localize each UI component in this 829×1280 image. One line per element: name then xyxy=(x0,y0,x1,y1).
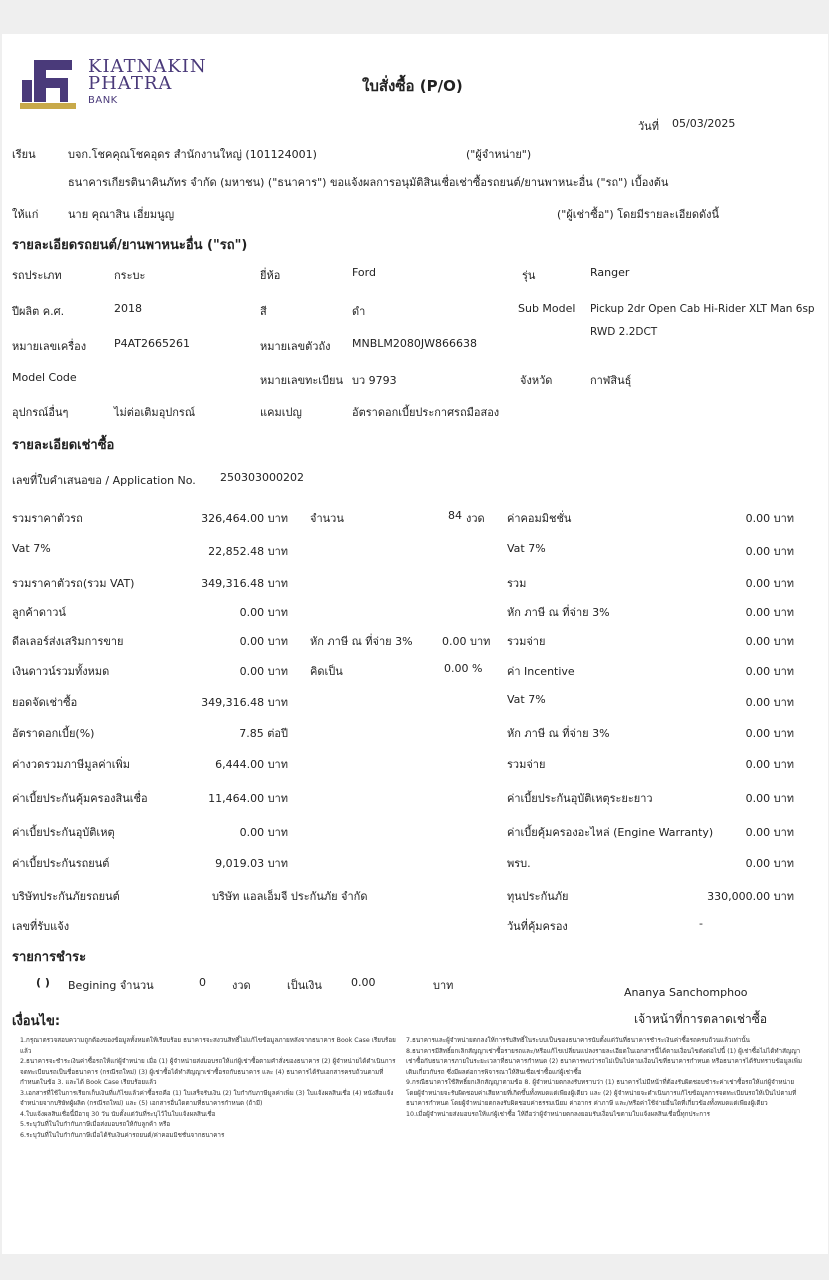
mid-tax-label: หัก ภาษี ณ ที่จ่าย 3% xyxy=(310,635,413,648)
lease-right-label: ทุนประกันภัย xyxy=(507,890,569,903)
car-plate-value: บว 9793 xyxy=(352,374,397,387)
bank-logo-text xyxy=(88,58,207,109)
payment-amount-label: เป็นเงิน xyxy=(287,979,322,992)
car-type-value: กระบะ xyxy=(114,269,146,282)
lease-right-label: หัก ภาษี ณ ที่จ่าย 3% xyxy=(507,727,610,740)
lease-section-title: รายละเอียดเช่าซื้อ xyxy=(12,438,115,453)
lease-right-value: 0.00 บาท xyxy=(745,606,794,619)
car-campaign-value: อัตราดอกเบี้ยประกาศรถมือสอง xyxy=(352,406,500,419)
date-label: วันที่ xyxy=(638,120,659,133)
condition-item: 2.ธนาคารจะชำระเงินค่าซื้อรถให้แก่ผู้จำหน่าย เมื่อ (1) ผู้จำหน่ายส่งมอบรถให้แก่ผู้เช่าซื้อตามคำสั่งของธนาคาร (2) ผู้จำหน่ายได้ดำเนินการจดทะเบียนรถเป็นชื่อธนาคาร (กรณีรถใหม่) (3) ผู้เช่าซื้อได้ทำสัญญาเช่าซื้อรถกับธนาคาร และ (4) ธนาคารได้รับเอกสารครบถ้วนตามที่กำหนดในข้อ 3. และได้ Book Case เรียบร้อยแล้ว xyxy=(20,1058,396,1086)
term-unit: งวด xyxy=(466,512,485,525)
car-color-label: สี xyxy=(260,305,267,318)
lease-right-value: 0.00 บาท xyxy=(745,727,794,740)
condition-item: 6.ระบุวันที่ในใบกำกับภาษีเมื่อได้รับเงินค่ารถยนต์/ค่าคอมมิชชั่นจากธนาคาร xyxy=(20,1131,225,1139)
car-province-value: กาฬสินธุ์ xyxy=(590,374,632,387)
lease-left-value: 7.85 ต่อปี xyxy=(239,727,288,740)
lease-right-value: 0.00 บาท xyxy=(745,857,794,870)
car-submodel-label: Sub Model xyxy=(518,302,576,315)
condition-item: 8.ธนาคารมีสิทธิ์ยกเลิกสัญญาเช่าซื้อรายรถและ/หรือแก้ไขเปลี่ยนแปลงรายละเอียดในเอกสารนี้ได้ตามเงื่อนไขดังต่อไปนี้ (1) ผู้เช่าซื้อไม่ได้ทำสัญญาเช่าซื้อกับธนาคารภายในระยะเวลาที่ธนาคารกำหนด (2) ธนาคารพบว่ารถไม่เป็นไปตามเงื่อนไขที่ธนาคารกำหนด หรือธนาคารได้รับทราบข้อมูลเพิ่มเติมเกี่ยวกับรถ ซึ่งมีผลต่อการพิจารณาให้สินเชื่อเช่าซื้อแก่ผู้เช่าซื้อ xyxy=(406,1047,803,1076)
lease-right-label: ค่าเบี้ยคุ้มครองอะไหล่ (Engine Warranty) xyxy=(507,826,714,839)
lease-left-label: ค่างวดรวมภาษีมูลค่าเพิ่ม xyxy=(12,758,131,771)
lease-left-label: ยอดจัดเช่าซื้อ xyxy=(12,696,78,709)
lease-right-value: 0.00 บาท xyxy=(745,577,794,590)
date-value: 05/03/2025 xyxy=(672,117,736,130)
lease-right-label: ค่าคอมมิชชั่น xyxy=(507,512,572,525)
car-type-label: รถประเภท xyxy=(12,269,62,282)
bank-logo-icon xyxy=(20,58,76,110)
car-section-title: รายละเอียดรถยนต์/ยานพาหนะอื่น ("รถ") xyxy=(12,238,248,253)
car-color-value: ดำ xyxy=(352,305,366,318)
payment-checkbox: ( ) xyxy=(36,976,50,989)
lease-right-value: 0.00 บาท xyxy=(745,665,794,678)
condition-item: 4.ใบแจ้งผลสินเชื่อนี้มีอายุ 30 วัน นับตั้งแต่วันที่ระบุไว้ในใบแจ้งผลสินเชื่อ xyxy=(20,1110,216,1118)
conditions-right xyxy=(406,1036,806,1120)
car-model-label: รุ่น xyxy=(522,269,536,282)
intro-text: ธนาคารเกียรตินาคินภัทร จำกัด (มหาชน) ("ธนาคาร") ขอแจ้งผลการอนุมัติสินเชื่อเช่าซื้อรถยนต์/ยานพาหนะอื่น ("รถ") เบื้องต้น xyxy=(68,176,669,189)
car-year-value: 2018 xyxy=(114,302,142,315)
lease-right-value: 0.00 บาท xyxy=(745,545,794,558)
app-no-label: เลขที่ใบคำเสนอขอ / Application No. xyxy=(12,474,196,487)
car-brand-label: ยี่ห้อ xyxy=(260,269,281,282)
lease-right-label: Vat 7% xyxy=(507,542,546,555)
give-label: ให้แก่ xyxy=(12,208,39,221)
car-engine-value: P4AT2665261 xyxy=(114,337,191,350)
payment-title: รายการชำระ xyxy=(12,950,87,965)
lease-left-label: ค่าเบี้ยประกันคุ้มครองสินเชื่อ xyxy=(12,792,148,805)
condition-item: 3.เอกสารที่ใช้ในการเรียกเก็บเงินที่แก้ไขแล้วค่าซื้อรถคือ (1) ใบเสร็จรับเงิน (2) ใบกำกับภาษีมูลค่าเพิ่ม (3) ใบแจ้งผลสินเชื่อ (4) หนังสือแจ้งจำหน่ายจากบริษัทผู้ผลิต (กรณีรถใหม่) และ (5) เอกสารอื่นใดตามที่ธนาคารกำหนด (ถ้ามี) xyxy=(20,1089,394,1107)
lease-left-label: เงินดาวน์รวมทั้งหมด xyxy=(12,665,110,678)
lease-left-label: อัตราดอกเบี้ย(%) xyxy=(12,727,95,740)
lease-left-value: 0.00 บาท xyxy=(239,826,288,839)
lease-right-label: พรบ. xyxy=(507,857,531,870)
lease-right-value: 0.00 บาท xyxy=(745,696,794,709)
to-value: บจก.โชคคุณโชคอุดร สำนักงานใหญ่ (101124001) xyxy=(68,148,317,161)
term-value: 84 xyxy=(448,509,462,522)
give-role: ("ผู้เช่าซื้อ") โดยมีรายละเอียดดังนี้ xyxy=(557,208,720,221)
car-model-value: Ranger xyxy=(590,266,630,279)
car-province-label: จังหวัด xyxy=(520,374,553,387)
lease-right-label: ค่า Incentive xyxy=(507,665,575,678)
lease-left-value: บริษัท แอลเอ็มจี ประกันภัย จำกัด xyxy=(212,890,368,903)
lease-right-value: 0.00 บาท xyxy=(745,792,794,805)
car-year-label: ปีผลิต ค.ศ. xyxy=(12,305,65,318)
payment-label: Begining จำนวน xyxy=(68,979,154,992)
mid-tax-value: 0.00 บาท xyxy=(442,635,491,648)
lease-left-label: Vat 7% xyxy=(12,542,51,555)
signature-role: เจ้าหน้าที่การตลาดเช่าซื้อ xyxy=(634,1012,768,1026)
car-brand-value: Ford xyxy=(352,266,376,279)
condition-item: 7.ธนาคารและผู้จำหน่ายตกลงให้การรับสิทธิ์ในระบบเป็นของธนาคารนับตั้งแต่วันที่ธนาคารชำระเงินค่าซื้อรถครบถ้วนแล้วเท่านั้น xyxy=(406,1037,750,1044)
signature-name: Ananya Sanchomphoo xyxy=(624,986,748,999)
lease-left-label: รวมราคาตัวรถ(รวม VAT) xyxy=(12,577,135,590)
conditions-left xyxy=(20,1036,398,1141)
lease-right-value: - xyxy=(699,917,703,930)
car-submodel-value-2: RWD 2.2DCT xyxy=(590,326,658,338)
lease-left-value: 11,464.00 บาท xyxy=(208,792,288,805)
logo-line-3: BANK xyxy=(88,95,118,106)
lease-left-label: ค่าเบี้ยประกันรถยนต์ xyxy=(12,857,110,870)
car-acc-value: ไม่ต่อเติมอุปกรณ์ xyxy=(114,406,196,419)
lease-right-value: 0.00 บาท xyxy=(745,758,794,771)
term-label: จำนวน xyxy=(310,512,344,525)
lease-right-label: หัก ภาษี ณ ที่จ่าย 3% xyxy=(507,606,610,619)
lease-right-label: ค่าเบี้ยประกันอุบัติเหตุระยะยาว xyxy=(507,792,653,805)
conditions-title: เงื่อนไข: xyxy=(12,1014,61,1029)
lease-left-value: 0.00 บาท xyxy=(239,665,288,678)
app-no-value: 250303000202 xyxy=(220,471,304,484)
document-page xyxy=(2,34,828,1254)
lease-left-value: 9,019.03 บาท xyxy=(215,857,288,870)
car-chassis-label: หมายเลขตัวถัง xyxy=(260,340,331,353)
payment-amount: 0.00 xyxy=(351,976,376,989)
lease-left-value: 349,316.48 บาท xyxy=(201,696,288,709)
lease-right-label: รวมจ่าย xyxy=(507,758,546,771)
to-label: เรียน xyxy=(12,148,36,161)
lease-right-value: 330,000.00 บาท xyxy=(707,890,794,903)
car-modelcode-label: Model Code xyxy=(12,371,77,384)
payment-count: 0 xyxy=(199,976,206,989)
lease-left-label: เลขที่รับแจ้ง xyxy=(12,920,70,933)
lease-left-label: ค่าเบี้ยประกันอุบัติเหตุ xyxy=(12,826,115,839)
lease-right-value: 0.00 บาท xyxy=(745,635,794,648)
to-role: ("ผู้จำหน่าย") xyxy=(466,148,532,161)
lease-right-value: 0.00 บาท xyxy=(745,826,794,839)
lease-left-value: 349,316.48 บาท xyxy=(201,577,288,590)
document-title: ใบสั่งซื้อ (P/O) xyxy=(362,77,463,95)
mid-pct-value: 0.00 % xyxy=(444,662,483,675)
lease-right-value: 0.00 บาท xyxy=(745,512,794,525)
mid-pct-label: คิดเป็น xyxy=(310,665,343,678)
lease-left-value: 326,464.00 บาท xyxy=(201,512,288,525)
condition-item: 1.กรุณาตรวจสอบความถูกต้องของข้อมูลทั้งหมดให้เรียบร้อย ธนาคารจะสงวนสิทธิ์ไม่แก้ไขข้อมูลภายหลังจากธนาคาร Book Case เรียบร้อยแล้ว xyxy=(20,1037,396,1055)
lease-right-label: วันที่คุ้มครอง xyxy=(507,920,568,933)
lease-right-label: Vat 7% xyxy=(507,693,546,706)
condition-item: 5.ระบุวันที่ในใบกำกับภาษีเมื่อส่งมอบรถให้กับลูกค้า หรือ xyxy=(20,1121,171,1128)
logo-line-2: PHATRA xyxy=(88,73,173,94)
payment-unit: งวด xyxy=(232,979,251,992)
lease-left-label: รวมราคาตัวรถ xyxy=(12,512,83,525)
lease-left-value: 0.00 บาท xyxy=(239,635,288,648)
lease-left-value: 6,444.00 บาท xyxy=(215,758,288,771)
lease-left-value: 22,852.48 บาท xyxy=(208,545,288,558)
payment-currency: บาท xyxy=(433,979,454,992)
lease-left-label: บริษัทประกันภัยรถยนต์ xyxy=(12,890,120,903)
car-submodel-value-1: Pickup 2dr Open Cab Hi-Rider XLT Man 6sp xyxy=(590,303,815,315)
lease-left-label: ดีลเลอร์ส่งเสริมการขาย xyxy=(12,635,124,648)
car-plate-label: หมายเลขทะเบียน xyxy=(260,374,344,387)
give-value: นาย คุณาสิน เอี่ยมนูญ xyxy=(68,208,175,221)
condition-item: 10.เมื่อผู้จำหน่ายส่งมอบรถให้แก่ผู้เช่าซื้อ ให้ถือว่าผู้จำหน่ายตกลงยอมรับเงื่อนไขตามใบแจ้งผลสินเชื่อนี้ทุกประการ xyxy=(406,1110,710,1118)
lease-right-label: รวมจ่าย xyxy=(507,635,546,648)
car-chassis-value: MNBLM2080JW866638 xyxy=(352,337,477,350)
logo-line-1: KIATNAKIN xyxy=(88,56,207,77)
condition-item: 9.กรณีธนาคารใช้สิทธิ์ยกเลิกสัญญาตามข้อ 8. ผู้จำหน่ายตกลงรับทราบว่า (1) ธนาคารไม่มีหน้าที่ต้องรับผิดชอบชำระค่าเช่าซื้อรถให้แก่ผู้จำหน่าย โดยผู้จำหน่ายจะรับผิดชอบค่าเสียหายที่เกิดขึ้นทั้งหมดแต่เพียงผู้เดียว และ (2) ผู้จำหน่ายจะดำเนินการแก้ไขข้อมูลการจดทะเบียนรถให้เป็นไปตามที่ธนาคารกำหนด โดยผู้จำหน่ายตกลงรับผิดชอบค่าธรรมเนียม ค่าอากร ค่าภาษี และ/หรือค่าใช้จ่ายอื่นใดที่เกี่ยวข้องทั้งหมดแต่เพียงผู้เดียว xyxy=(406,1079,797,1107)
car-acc-label: อุปกรณ์อื่นๆ xyxy=(12,406,69,419)
lease-right-label: รวม xyxy=(507,577,527,590)
car-engine-label: หมายเลขเครื่อง xyxy=(12,340,87,353)
lease-left-label: ลูกค้าดาวน์ xyxy=(12,606,66,619)
car-campaign-label: แคมเปญ xyxy=(260,406,302,419)
lease-left-value: 0.00 บาท xyxy=(239,606,288,619)
